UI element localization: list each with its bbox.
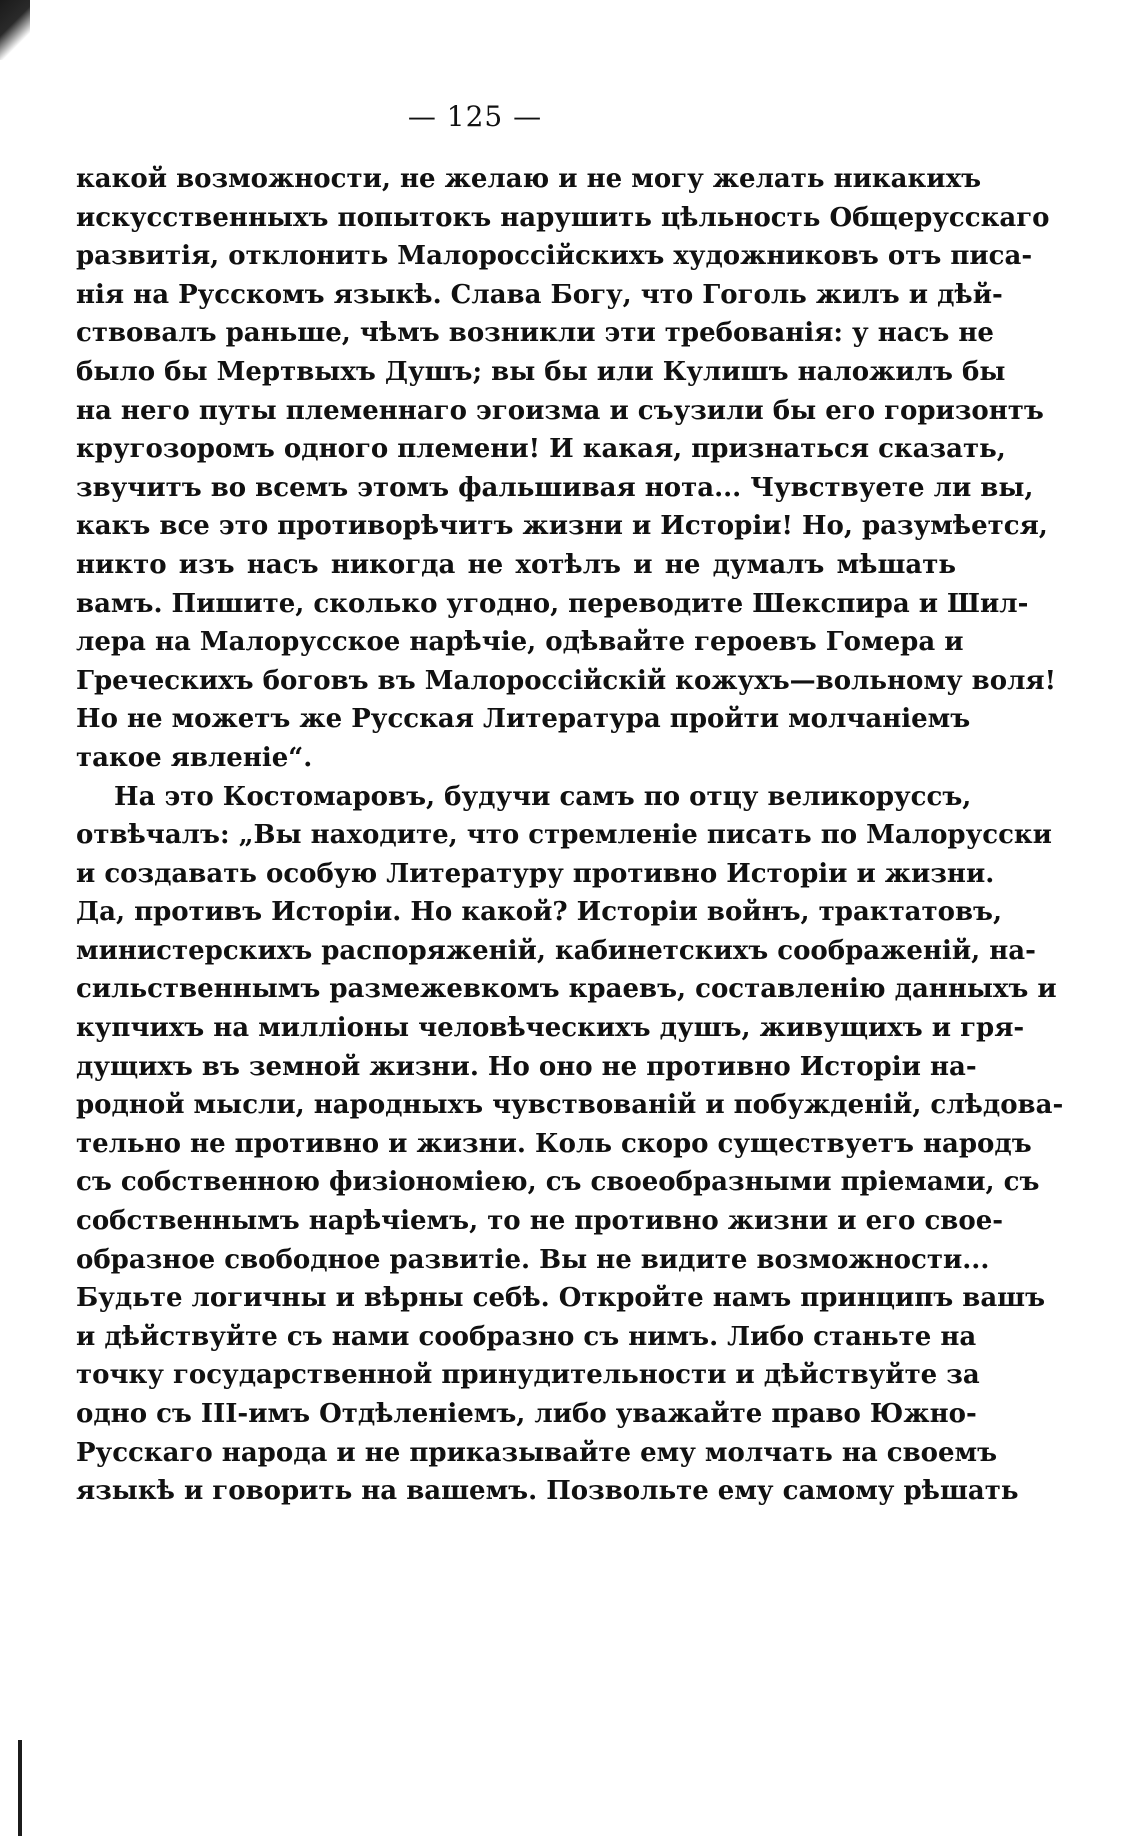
text-line: развитія, отклонить Малороссійскихъ художниковъ отъ писа- [76,241,1033,272]
scan-edge-left [18,1740,22,1836]
text-line: тельно не противно и жизни. Коль скоро существуетъ народъ [76,1128,1032,1159]
text-line: Греческихъ боговъ въ Малороссійскій кожухъ—вольному воля! [76,665,1057,696]
text-line: какъ все это противорѣчитъ жизни и Исторіи! Но, разумѣется, [76,511,1048,542]
text-line: языкѣ и говорить на вашемъ. Позвольте ему самому рѣшать [76,1476,1019,1507]
text-line: вамъ. Пишите, сколько угодно, переводите Шекспира и Шил- [76,588,1029,619]
text-line: дущихъ въ земной жизни. Но оно не противно Исторіи на- [76,1051,977,1082]
text-line: кругозоромъ одного племени! И какая, признаться сказать, [76,434,1006,465]
text-line: такое явленіе“. [76,742,313,773]
paragraph-2 [76,778,1064,1511]
text-line: нія на Русскомъ языкѣ. Слава Богу, что Гоголь жилъ и дѣй- [76,279,1003,310]
text-line: точку государственной принудительности и дѣйствуйте за [76,1360,980,1391]
text-line: отвѣчалъ: „Вы находите, что стремленіе писать по Малорусски [76,820,1052,851]
text-line: искусственныхъ попытокъ нарушить цѣльность Общерусскаго [76,202,1050,233]
text-line: на него путы племеннаго эгоизма и съузили бы его горизонтъ [76,395,1044,426]
text-line: Русскаго народа и не приказывайте ему молчать на своемъ [76,1437,998,1468]
scan-edge-top [0,0,30,60]
paragraph-1 [76,160,1057,778]
text-line: родной мысли, народныхъ чувствованій и побужденій, слѣдова- [76,1090,1064,1121]
text-line: было бы Мертвыхъ Душъ; вы бы или Кулишъ наложилъ бы [76,356,1006,387]
text-line: купчихъ на милліоны человѣческихъ душъ, живущихъ и гря- [76,1013,1025,1044]
text-line: сильственнымъ размежевкомъ краевъ, составленію данныхъ и [76,974,1057,1005]
text-line: съ собственною физіономіею, съ своеобразными пріемами, съ [76,1167,1040,1198]
text-line: Но не можетъ же Русская Литература пройти молчаніемъ [76,704,971,735]
text-line: какой возможности, не желаю и не могу желать никакихъ [76,164,982,194]
text-line: лера на Малорусское нарѣчіе, одѣвайте героевъ Гомера и [76,627,964,658]
text-block [76,160,1064,1511]
text-line: и создавать особую Литературу противно Исторіи и жизни. [76,858,995,889]
text-line: звучитъ во всемъ этомъ фальшивая нота... Чувствуете ли вы, [76,472,1034,503]
text-line: образное свободное развитіе. Вы не видите возможности... [76,1244,990,1275]
page-number: — 125 — [407,100,543,133]
text-line: одно съ III-имъ Отдѣленіемъ, либо уважайте право Южно- [76,1399,977,1429]
text-line: и дѣйствуйте съ нами сообразно съ нимъ. Либо станьте на [76,1321,977,1352]
text-line: никто изъ насъ никогда не хотѣлъ и не думалъ мѣшать [76,549,956,580]
text-line: собственнымъ нарѣчіемъ, то не противно жизни и его свое- [76,1206,1004,1237]
text-line: министерскихъ распоряженій, кабинетскихъ соображеній, на- [76,935,1036,966]
text-line: Будьте логичны и вѣрны себѣ. Откройте намъ принципъ вашъ [76,1283,1046,1314]
text-line: На это Костомаровъ, будучи самъ по отцу великоруссъ, [114,781,972,812]
text-line: Да, противъ Исторіи. Но какой? Исторіи войнъ, трактатовъ, [76,897,1003,928]
text-line: ствовалъ раньше, чѣмъ возникли эти требованія: у насъ не [76,318,994,349]
